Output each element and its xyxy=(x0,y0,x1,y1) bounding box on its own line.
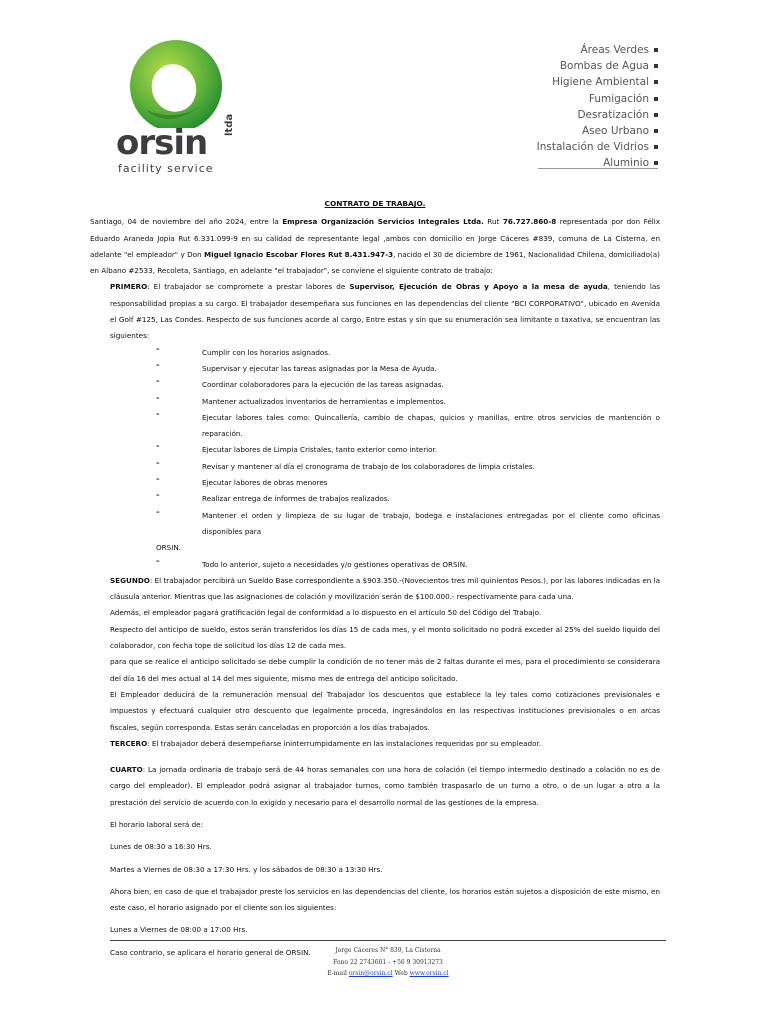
horario-lunes: Lunes de 08:30 a 16:30 Hrs. xyxy=(110,842,212,852)
service-item: Aluminio xyxy=(458,155,658,171)
bullet-icon xyxy=(654,48,658,52)
list-item: – Ejecutar labores tales como: Quincallería, cambio de chapas, quicios y manillas, entre otros servicios de mantención o reparación. xyxy=(90,410,660,443)
list-item: – Cumplir con los horarios asignados. xyxy=(90,345,660,361)
list-item: – Ejecutar labores de obras menores xyxy=(90,475,660,491)
service-item: Fumigación xyxy=(458,91,658,107)
list-item: – Revisar y mantener al día el cronograma de trabajo de los colaboradores de limpia cristales. xyxy=(90,459,660,475)
contract-body xyxy=(90,196,660,961)
bullet-icon xyxy=(654,80,658,84)
horario-cliente: Lunes a Viernes de 08:00 a 17:00 Hrs. xyxy=(110,925,248,935)
page-footer xyxy=(110,940,666,980)
dash-icon: – xyxy=(156,408,160,418)
bullet-icon xyxy=(654,64,658,68)
services-list xyxy=(458,42,658,172)
service-item: Higiene Ambiental xyxy=(458,74,658,90)
list-item: – Todo lo anterior, sujeto a necesidades y/o gestiones operativas de ORSIN. xyxy=(90,557,660,573)
duties-list-end xyxy=(90,557,660,573)
logo-ltda: ltda xyxy=(224,113,235,136)
logo-tagline: facility service xyxy=(118,162,214,175)
footer-address: Jorge Cáceres N° 839, La Cisterna xyxy=(335,947,441,954)
paragraph-condicion: para que se realice el anticipo solicitado se debe cumplir la condición de no tener más de 2 faltas durante el mes, para el procedimiento se considerara del día 16 del mes actual al 14 del mes siguiente, mismo mes de entrega del anticipo solicitado. xyxy=(110,657,660,683)
clause-tercero: TERCERO: El trabajador deberá desempeñarse ininterrumpidamente en las instalaciones requeridas por su empleador. xyxy=(110,738,542,748)
dash-icon: – xyxy=(156,506,160,516)
logo-ring-icon xyxy=(112,40,240,128)
clause-cuarto: CUARTO: La jornada ordinaria de trabajo será de 44 horas semanales con una hora de colación (el tiempo intermedio destinado a colación no es de cargo del empleador). El empleador podrá asignar al trabajador turnos, como también traspasarlo de un turno a otro, o de un lugar a otro a la prestación del servicio de acuerdo con lo exigido y necesario para el desarrollo normal de las gestiones de la empresa. xyxy=(110,765,660,807)
list-item: – Ejecutar labores de Limpia Cristales, tanto exterior como interior. xyxy=(90,442,660,458)
bullet-icon xyxy=(654,129,658,133)
dash-icon: – xyxy=(156,376,160,386)
dash-icon: – xyxy=(156,457,160,467)
bullet-icon xyxy=(654,145,658,149)
services-divider xyxy=(538,168,658,169)
dash-icon: – xyxy=(156,359,160,369)
intro-paragraph: Santiago, 04 de noviembre del año 2024, entre la Empresa Organización Servicios Integrales Ltda. Rut 76.727.860-8 representada por don Félix Eduardo Araneda Jopia Rut 6.331.099-9 en su calidad de representante legal ,ambos con domicilio en Jorge Cáceres #839, comuna de La Cisterna, en adelante "el empleador" y Don Miguel Ignacio Escobar Flores Rut 8.431.947-3, nacido el 30 de diciembre de 1961, Nacionalidad Chilena, domiciliado(a) en Albano #2533, Recoleta, Santiago, en adelante "el trabajador", se conviene el siguiente contrato de trabajo: xyxy=(90,217,660,276)
paragraph-descuentos: El Empleador deducirá de la remuneración mensual del Trabajador los descuentos que establece la ley tales como cotizaciones previsionales e impuestos y efectuará cualquier otro descuento que legalmente proceda, ingresándolos en las respectivas instituciones previsionales o en arcas fiscales, según corresponda. Estas serán canceladas en proporción a los días trabajados. xyxy=(110,689,660,732)
logo-wordmark: orsin xyxy=(116,123,208,163)
paragraph-cliente: Ahora bien, en caso de que el trabajador preste los servicios en las dependencias del cliente, los horarios están sujetos a disposición de este mismo, en este caso, el horario asignado por el cliente son los siguientes: xyxy=(110,886,660,913)
list-item: – Coordinar colaboradores para la ejecución de las tareas asignadas. xyxy=(90,377,660,393)
clause-primero: PRIMERO: El trabajador se compromete a prestar labores de Supervisor, Ejecución de Obras y Apoyo a la mesa de ayuda, teniendo las responsabilidad propias a su cargo. El trabajador desempeñara sus funciones en las dependencias del cliente "BCI CORPORATIVO", ubicado en Avenida el Golf #125, Las Condes. Respecto de sus funciones acorde al cargo, Entre estas y sin que su enumeración sea limitante o taxativa, se encuentran las siguientes: xyxy=(110,282,661,341)
dash-icon: – xyxy=(156,490,160,500)
footer-contact: E-mail orsin@orsin.cl Web www.orsin.cl xyxy=(327,970,449,977)
service-item: Instalación de Vidrios xyxy=(458,139,658,155)
dash-icon: – xyxy=(156,441,160,451)
horario-label: El horario laboral será de: xyxy=(110,819,203,829)
list-item: – Mantener el orden y limpieza de su lugar de trabajo, bodega e instalaciones entregadas por el cliente como oficinas disponibles para xyxy=(90,508,660,541)
list-item: – Supervisar y ejecutar las tareas asignadas por la Mesa de Ayuda. xyxy=(90,361,660,377)
bullet-icon xyxy=(654,113,658,117)
footer-phone: Fono 22 2743601 - +56 9 30913273 xyxy=(333,958,443,966)
dash-icon: – xyxy=(156,392,160,402)
dash-icon: – xyxy=(156,474,160,484)
list-item: – Realizar entrega de informes de trabajos realizados. xyxy=(90,491,660,507)
paragraph-anticipo: Respecto del anticipo de sueldo, estos serán transferidos los días 15 de cada mes, y el monto solicitado no podrá exceder al 25% del sueldo liquido del colaborador, con fecha tope de solicitud los días 12 de cada mes. xyxy=(110,624,660,651)
email-link[interactable]: orsin@orsin.cl xyxy=(348,970,393,977)
company-logo xyxy=(112,40,240,180)
service-item: Desratización xyxy=(458,107,658,123)
bullet-icon xyxy=(654,97,658,101)
service-item: Aseo Urbano xyxy=(458,123,658,139)
web-link[interactable]: www.orsin.cl xyxy=(409,970,449,977)
dash-icon: – xyxy=(156,343,160,353)
service-item: Áreas Verdes xyxy=(458,42,658,58)
paragraph-caso-contrario: Caso contrario, se aplicara el horario general de ORSIN. xyxy=(110,947,311,957)
dash-icon: – xyxy=(156,555,160,565)
list-continuation: ORSIN. xyxy=(156,543,181,553)
duties-list xyxy=(90,345,660,541)
list-item: – Mantener actualizados inventarios de herramientas e implementos. xyxy=(90,394,660,410)
horario-martes-viernes: Martes a Viernes de 08:30 a 17:30 Hrs. y los sábados de 08:30 a 13:30 Hrs. xyxy=(110,864,383,874)
paragraph-gratificacion: Además, el empleador pagará gratificación legal de conformidad a lo dispuesto en el artículo 50 del Código del Trabajo. xyxy=(110,608,542,618)
bullet-icon xyxy=(654,161,658,165)
document-title: CONTRATO DE TRABAJO. xyxy=(324,199,426,208)
clause-segundo: SEGUNDO: El trabajador percibirá un Sueldo Base correspondiente a $903.350.-(Novecientos tres mil quinientos Pesos.), por las labores indicadas en la cláusula anterior. Mientras que las asignaciones de colación y movilización serán de $100.000.- respectivamente para cada una. xyxy=(110,575,660,602)
service-item: Bombas de Agua xyxy=(458,58,658,74)
